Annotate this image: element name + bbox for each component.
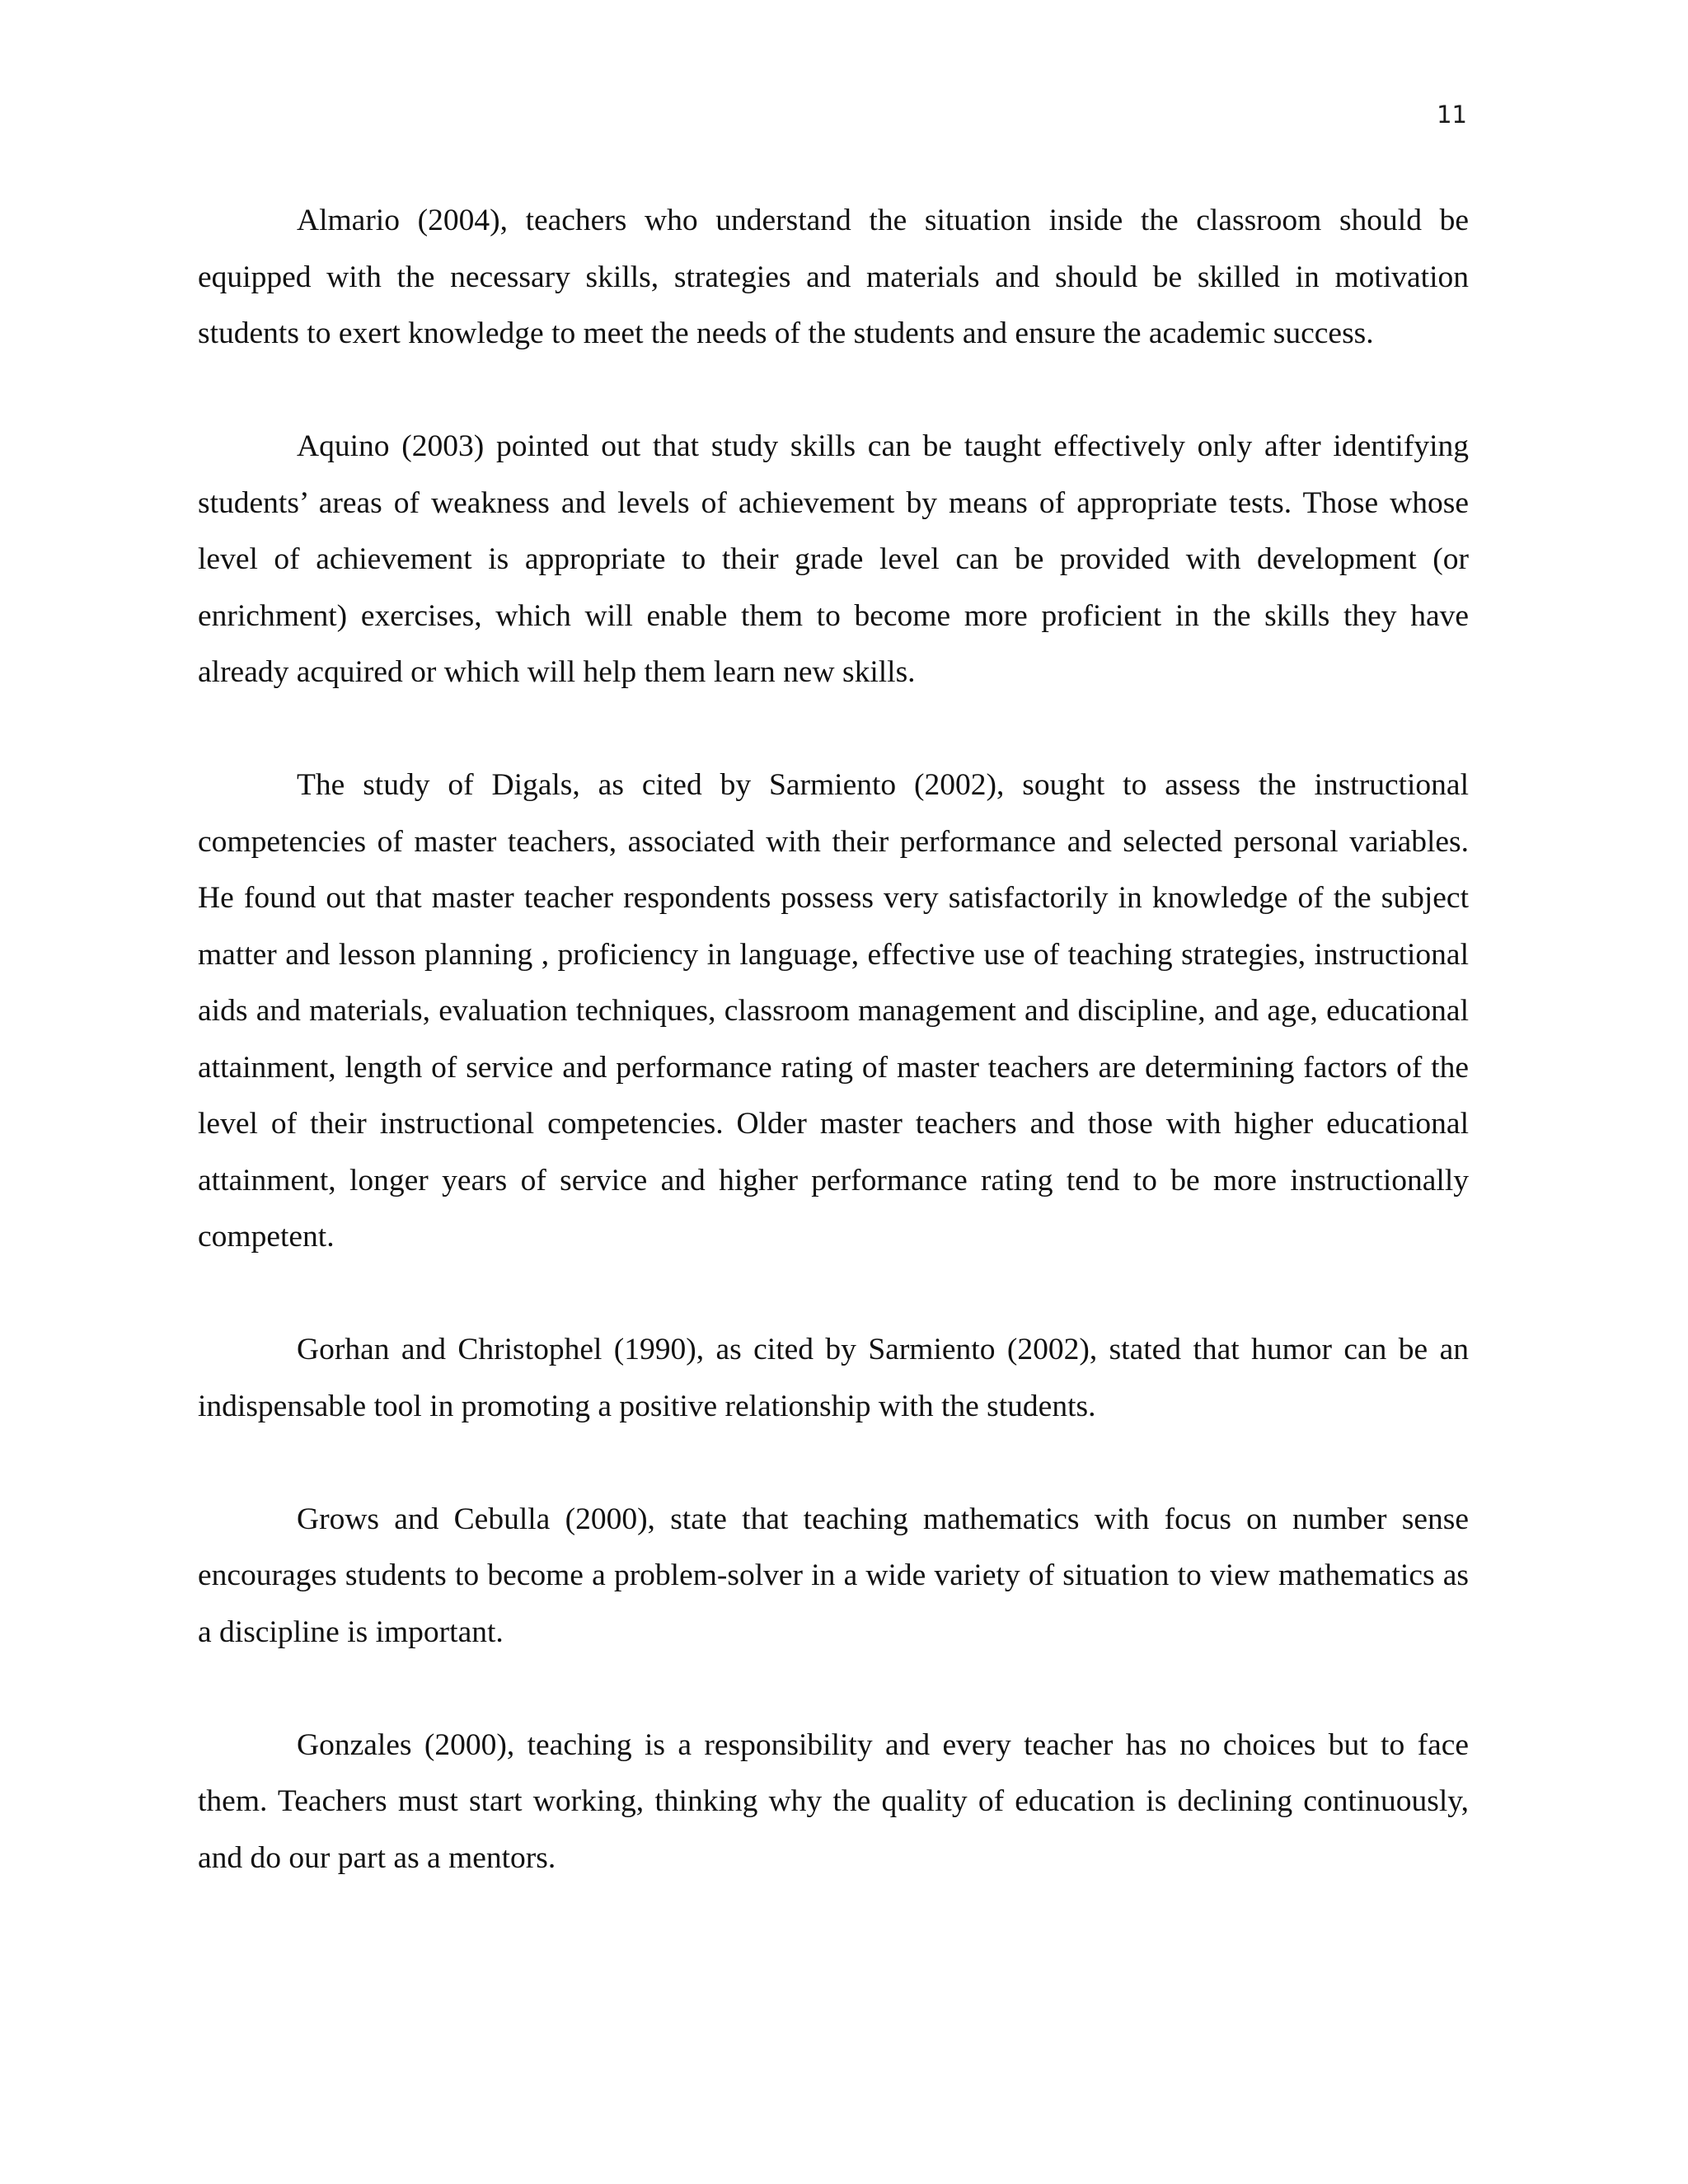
paragraph-gorhan: Gorhan and Christophel (1990), as cited by Sarmiento (2002), stated that humor can be an indispensable tool in promoting a positive relationship with the students. (198, 1333, 1469, 1423)
page-number: 11 (1437, 101, 1467, 129)
paragraph-digals: The study of Digals, as cited by Sarmiento (2002), sought to assess the instructional competencies of master teachers, associated with their performance and selected personal variables. He found out that master teacher respondents possess very satisfactorily in knowledge of the subject matter and lesson planning , proficiency in language, effective use of teaching strategies, instructional aids and materials, evaluation techniques, classroom management and discipline, and age, educational attainment, length of service and performance rating of master teachers are determining factors of the level of their instructional competencies. Older master teachers and those with higher educational attainment, longer years of service and higher performance rating tend to be more instructionally competent. (198, 768, 1469, 1254)
paragraph-almario: Almario (2004), teachers who understand the situation inside the classroom should be equipped with the necessary skills, strategies and materials and should be skilled in motivation students to exert knowledge to meet the needs of the students and ensure the academic success. (198, 204, 1469, 350)
paragraph-aquino: Aquino (2003) pointed out that study skills can be taught effectively only after identifying students’ areas of weakness and levels of achievement by means of appropriate tests. Those whose level of achievement is appropriate to their grade level can be provided with development (or enrichment) exercises, which will enable them to become more proficient in the skills they have already acquired or which will help them learn new skills. (198, 429, 1469, 689)
body-text (198, 193, 1469, 1943)
paragraph-gonzales: Gonzales (2000), teaching is a responsibility and every teacher has no choices but to face them. Teachers must start working, thinking why the quality of education is declining continuously, and do our part as a mentors. (198, 1727, 1469, 1875)
paragraph-grows: Grows and Cebulla (2000), state that teaching mathematics with focus on number sense encourages students to become a problem-solver in a wide variety of situation to view mathematics as a discipline is important. (198, 1502, 1469, 1649)
